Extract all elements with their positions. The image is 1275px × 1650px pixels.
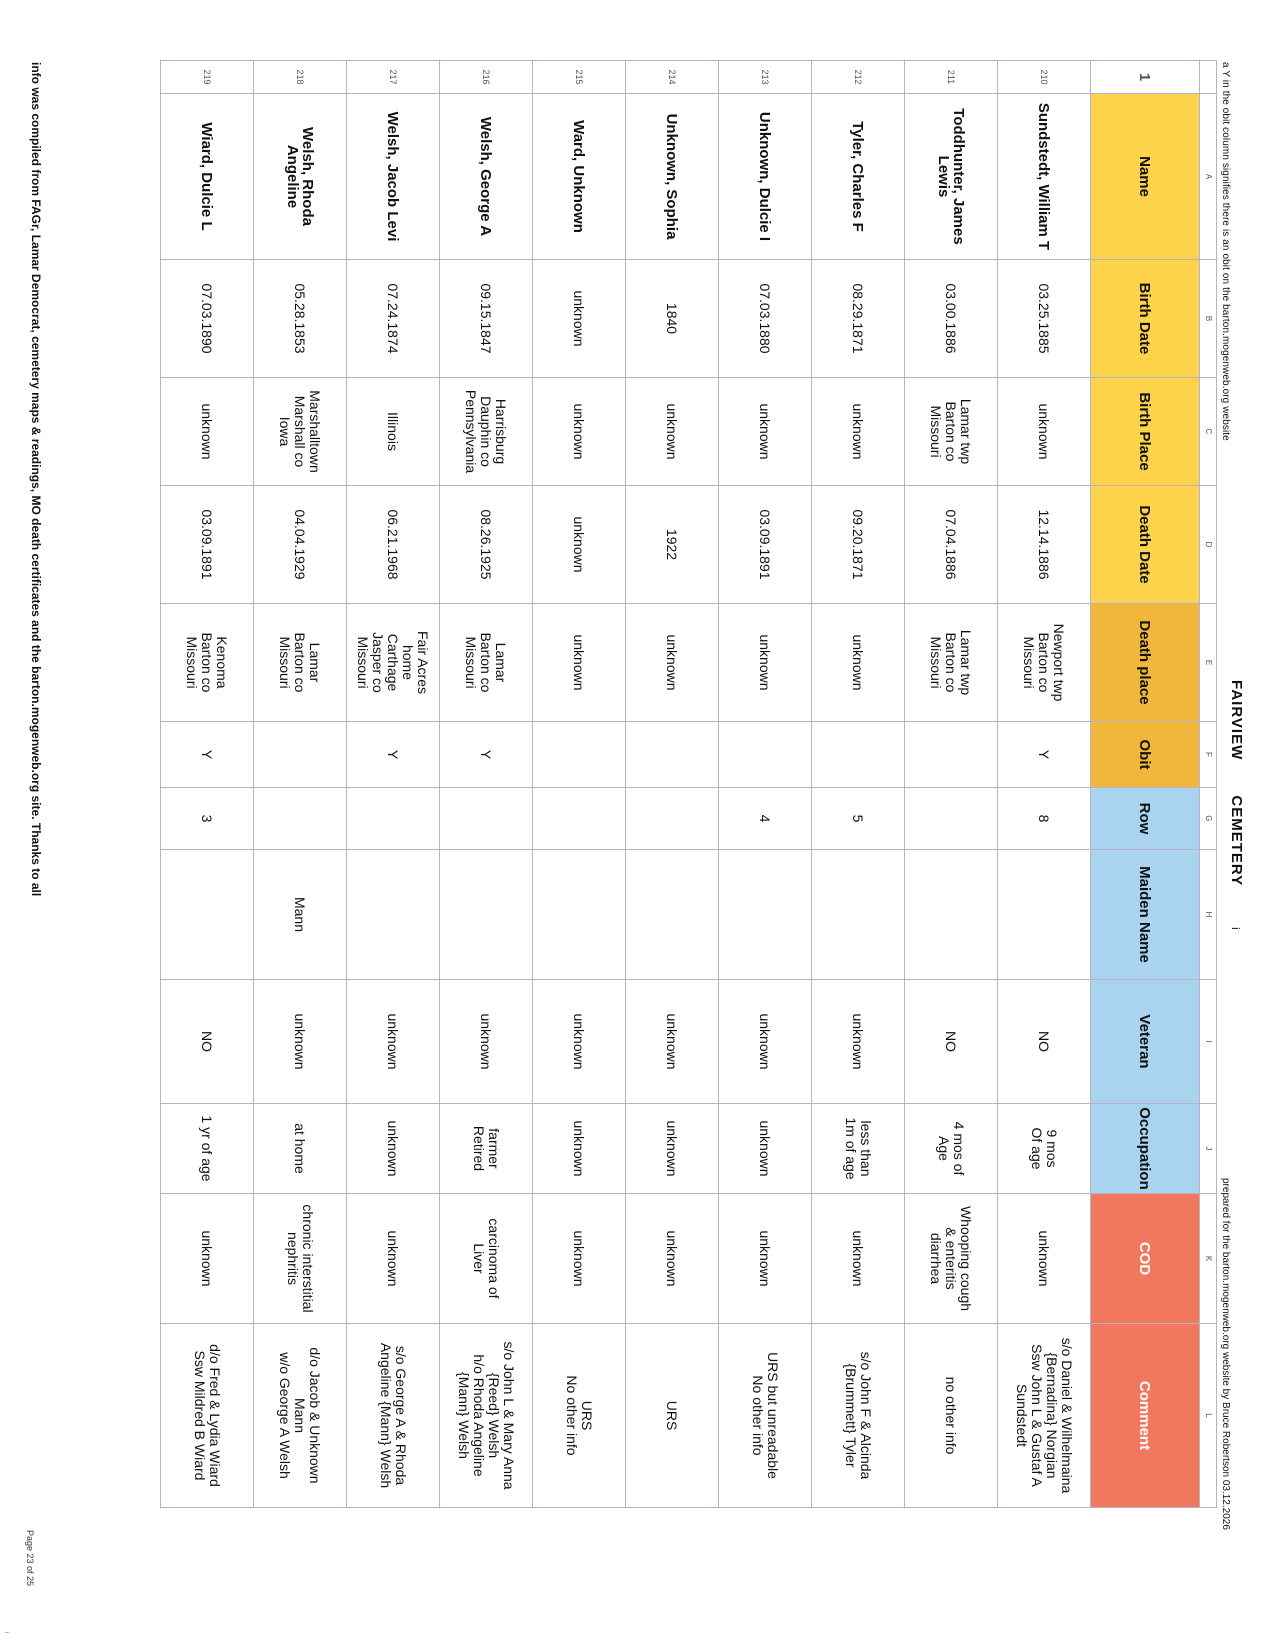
cell-death-place: Newport twp Barton co Missouri [998, 604, 1091, 722]
header-row: Row [1091, 788, 1200, 850]
column-letter-e: E [1200, 604, 1217, 722]
cell-occupation: unknown [533, 1104, 626, 1194]
row-number: 214 [626, 61, 719, 94]
cell-death-place: Lamar Barton co Missouri [440, 604, 533, 722]
column-letter-a: A [1200, 94, 1217, 260]
row-number: 211 [905, 61, 998, 94]
header-comment: Comment [1091, 1324, 1200, 1508]
cell-comment: URS but unreadable No other info [719, 1324, 812, 1508]
cell-cod: unknown [812, 1194, 905, 1324]
header-maiden-name: Maiden Name [1091, 850, 1200, 980]
column-letter-h: H [1200, 850, 1217, 980]
cell-birth-place: unknown [161, 378, 254, 486]
cell-veteran: unknown [626, 980, 719, 1104]
cell-obit [812, 722, 905, 788]
cell-death-date: 03.09.1891 [719, 486, 812, 604]
cell-occupation: unknown [719, 1104, 812, 1194]
cell-row: 5 [812, 788, 905, 850]
header-row [1091, 61, 1200, 1508]
cell-row [347, 788, 440, 850]
cell-death-place: Fair Acres home Carthage Jasper co Missouri [347, 604, 440, 722]
cell-name: Welsh, George A [440, 94, 533, 260]
cell-death-date: unknown [533, 486, 626, 604]
table-row [719, 61, 812, 1508]
cell-birth-place: Illinois [347, 378, 440, 486]
table-row [440, 61, 533, 1508]
row-number: 217 [347, 61, 440, 94]
cell-birth-place: unknown [812, 378, 905, 486]
cell-obit: Y [347, 722, 440, 788]
cell-obit [626, 722, 719, 788]
header-birth-date: Birth Date [1091, 260, 1200, 378]
cell-veteran: unknown [440, 980, 533, 1104]
prepared-by-note: prepared for the barton.mogenweb.org website by Bruce Robertson 03.12.2026 [1220, 1178, 1231, 1530]
cell-death-place: Lamar twp Barton co Missouri [905, 604, 998, 722]
cell-cod: unknown [161, 1194, 254, 1324]
cell-cod: unknown [719, 1194, 812, 1324]
cell-cod: chronic interstitial nephritis [254, 1194, 347, 1324]
row-number: 212 [812, 61, 905, 94]
cell-death-place: unknown [812, 604, 905, 722]
cell-row: 8 [998, 788, 1091, 850]
cell-comment: d/o Fred & Lydia Wiard Ssw Mildred B Wiard [161, 1324, 254, 1508]
cell-cod: Whooping cough & enteritis diarrhea [905, 1194, 998, 1324]
cell-maiden [626, 850, 719, 980]
cell-veteran: unknown [533, 980, 626, 1104]
cell-death-date: 09.20.1871 [812, 486, 905, 604]
cell-comment: URS No other info [533, 1324, 626, 1508]
cell-death-date: 03.09.1891 [161, 486, 254, 604]
cell-obit [533, 722, 626, 788]
cell-death-date: 07.04.1886 [905, 486, 998, 604]
row-number: 215 [533, 61, 626, 94]
cell-veteran: unknown [719, 980, 812, 1104]
row-number: 213 [719, 61, 812, 94]
cell-death-place: unknown [626, 604, 719, 722]
cell-birth-date: 03.25.1885 [998, 260, 1091, 378]
cell-veteran: NO [998, 980, 1091, 1104]
cell-death-place: Kenoma Barton co Missouri [161, 604, 254, 722]
cell-occupation: 1 yr of age [161, 1104, 254, 1194]
cell-comment: URS [626, 1324, 719, 1508]
cell-occupation: 9 mos Of age [998, 1104, 1091, 1194]
cell-birth-date: 05.28.1853 [254, 260, 347, 378]
cell-birth-date: 07.24.1874 [347, 260, 440, 378]
column-letter-row [1200, 61, 1217, 1508]
cemetery-table [160, 60, 1217, 1508]
cell-cod: unknown [533, 1194, 626, 1324]
cell-name: Welsh, Rhoda Angeline [254, 94, 347, 260]
table-row [812, 61, 905, 1508]
table-row [347, 61, 440, 1508]
cell-cod: unknown [998, 1194, 1091, 1324]
cell-birth-place: unknown [626, 378, 719, 486]
table-row [161, 61, 254, 1508]
cell-row [905, 788, 998, 850]
header-birth-place: Birth Place [1091, 378, 1200, 486]
cell-obit: Y [161, 722, 254, 788]
cell-birth-place: unknown [998, 378, 1091, 486]
cell-occupation: less than 1m of age [812, 1104, 905, 1194]
header-cod: COD [1091, 1194, 1200, 1324]
cell-maiden [347, 850, 440, 980]
header-obit: Obit [1091, 722, 1200, 788]
column-letter-d: D [1200, 486, 1217, 604]
cell-maiden [161, 850, 254, 980]
cell-death-date: 04.04.1929 [254, 486, 347, 604]
table-body [161, 61, 1217, 1508]
cell-row: 3 [161, 788, 254, 850]
cell-death-date: 1922 [626, 486, 719, 604]
header-occupation: Occupation [1091, 1104, 1200, 1194]
cell-birth-date: unknown [533, 260, 626, 378]
corner-cell [1200, 61, 1217, 94]
cell-name: Unknown, Dulcie I [719, 94, 812, 260]
cell-name: Tyler, Charles F [812, 94, 905, 260]
cell-birth-date: 09.15.1847 [440, 260, 533, 378]
cell-row [626, 788, 719, 850]
cell-name: Wiard, Dulcie L [161, 94, 254, 260]
cell-birth-place: Harrisburg Dauphin co Pennsylvania [440, 378, 533, 486]
row-number: 219 [161, 61, 254, 94]
cell-veteran: unknown [812, 980, 905, 1104]
cell-maiden [440, 850, 533, 980]
cell-comment: s/o John F & Alcinda {Brummett} Tyler [812, 1324, 905, 1508]
cell-birth-place: Marshalltown Marshall co Iowa [254, 378, 347, 486]
table-row [626, 61, 719, 1508]
footer-credits: info was compiled from FAGr, Lamar Democrat, cemetery maps & readings, MO death certificates and the barton.mogenweb.org site. Thanks to all [29, 62, 43, 897]
cell-death-place: unknown [533, 604, 626, 722]
cell-veteran: unknown [254, 980, 347, 1104]
cell-name: Sundstedt, William T [998, 94, 1091, 260]
column-letter-j: J [1200, 1104, 1217, 1194]
header-veteran: Veteran [1091, 980, 1200, 1104]
cell-death-place: unknown [719, 604, 812, 722]
cell-comment: s/o Daniel & Wilhelmaina {Bernadina} Norgian Ssw John L & Gustaf A Sundstedt [998, 1324, 1091, 1508]
header-death-date: Death Date [1091, 486, 1200, 604]
cell-veteran: NO [161, 980, 254, 1104]
cell-occupation: farmer Retired [440, 1104, 533, 1194]
column-letter-f: F [1200, 722, 1217, 788]
cell-birth-date: 03.00.1886 [905, 260, 998, 378]
page-title [1228, 680, 1245, 931]
cell-obit: Y [998, 722, 1091, 788]
cell-comment: s/o George A & Rhoda Angeline {Mann} Welsh [347, 1324, 440, 1508]
cell-maiden [812, 850, 905, 980]
cell-comment: d/o Jacob & Unknown Mann w/o George A Welsh [254, 1324, 347, 1508]
scan-mark: i [3, 1632, 9, 1634]
cell-birth-place: Lamar twp Barton co Missouri [905, 378, 998, 486]
cell-name: Unknown, Sophia [626, 94, 719, 260]
cell-maiden [533, 850, 626, 980]
cell-veteran: NO [905, 980, 998, 1104]
cell-death-date: 08.26.1925 [440, 486, 533, 604]
column-letter-g: G [1200, 788, 1217, 850]
cell-occupation: 4 mos of Age [905, 1104, 998, 1194]
page-number: Page 23 of 25 [25, 1530, 35, 1587]
cell-row [533, 788, 626, 850]
title-text: FAIRVIEW CEMETERY [1228, 680, 1245, 886]
cell-row [254, 788, 347, 850]
cell-death-place: Lamar Barton co Missouri [254, 604, 347, 722]
cell-occupation: unknown [347, 1104, 440, 1194]
column-letter-c: C [1200, 378, 1217, 486]
cell-veteran: unknown [347, 980, 440, 1104]
row-number: 210 [998, 61, 1091, 94]
cell-maiden [719, 850, 812, 980]
cell-maiden [905, 850, 998, 980]
obit-note: a Y in the obit column signifies there is an obit on the barton.mogenweb.org website [1220, 62, 1231, 441]
cell-occupation: at home [254, 1104, 347, 1194]
cell-birth-date: 08.29.1871 [812, 260, 905, 378]
cell-cod: unknown [347, 1194, 440, 1324]
cell-name: Welsh, Jacob Levi [347, 94, 440, 260]
cell-name: Toddhunter, James Lewis [905, 94, 998, 260]
column-letter-b: B [1200, 260, 1217, 378]
table-row [533, 61, 626, 1508]
cell-comment: no other info [905, 1324, 998, 1508]
cell-row [440, 788, 533, 850]
cell-birth-date: 07.03.1880 [719, 260, 812, 378]
table-row [254, 61, 347, 1508]
header-row-number: 1 [1091, 61, 1200, 94]
cell-row: 4 [719, 788, 812, 850]
cell-birth-place: unknown [533, 378, 626, 486]
header-name: Name [1091, 94, 1200, 260]
cell-cod: unknown [626, 1194, 719, 1324]
column-letter-k: K [1200, 1194, 1217, 1324]
cell-birth-date: 1840 [626, 260, 719, 378]
cell-cod: carcinoma of Liver [440, 1194, 533, 1324]
cell-obit [719, 722, 812, 788]
table-row [905, 61, 998, 1508]
table-row [998, 61, 1091, 1508]
cell-maiden [998, 850, 1091, 980]
cell-comment: s/o John L & Mary Anna {Reed} Welsh h/o Rhoda Angeline {Mann} Welsh [440, 1324, 533, 1508]
cell-birth-date: 07.03.1890 [161, 260, 254, 378]
column-letter-i: I [1200, 980, 1217, 1104]
title-mark: i [1229, 927, 1241, 931]
header-death-place: Death place [1091, 604, 1200, 722]
cell-obit: Y [440, 722, 533, 788]
cell-death-date: 12.14.1886 [998, 486, 1091, 604]
row-number: 216 [440, 61, 533, 94]
cell-name: Ward, Unknown [533, 94, 626, 260]
cell-obit [905, 722, 998, 788]
row-number: 218 [254, 61, 347, 94]
cell-birth-place: unknown [719, 378, 812, 486]
cell-obit [254, 722, 347, 788]
cell-occupation: unknown [626, 1104, 719, 1194]
column-letter-l: L [1200, 1324, 1217, 1508]
cell-death-date: 06.21.1968 [347, 486, 440, 604]
cell-maiden: Mann [254, 850, 347, 980]
